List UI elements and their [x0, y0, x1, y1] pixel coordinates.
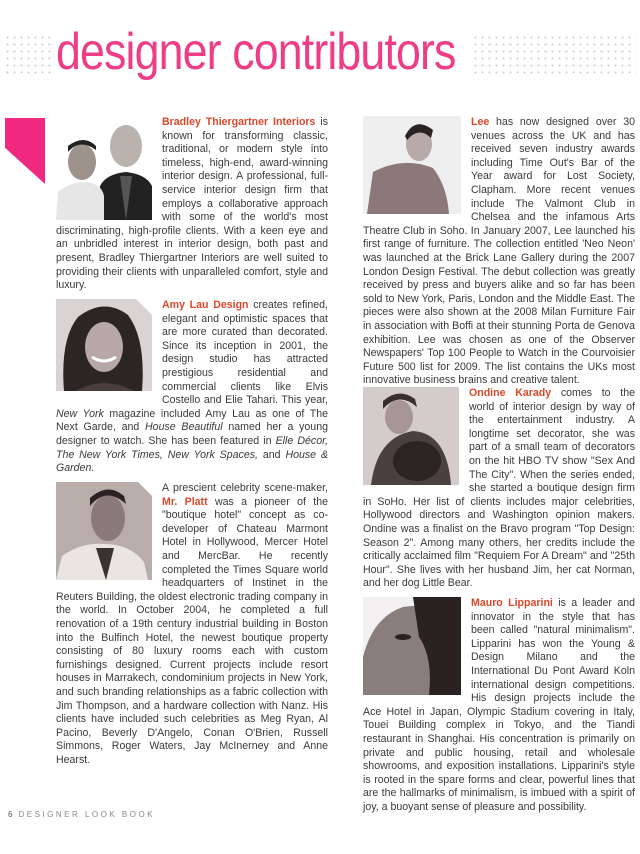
header [0, 22, 640, 82]
contributor-name: Mauro Lipparini [471, 597, 553, 609]
contributor-entry-amy-lau [56, 299, 328, 476]
photo-woman [56, 299, 152, 391]
contributor-entry-mr-platt [56, 482, 328, 767]
publication-name: DESIGNER LOOK BOOK [18, 810, 156, 819]
pink-accent-shape [5, 118, 45, 184]
contributor-name: Mr. Platt [162, 495, 208, 508]
contributor-entry-lee [363, 116, 635, 388]
page-footer [8, 810, 155, 819]
contributor-name: Ondine Karady [469, 387, 552, 399]
contributor-entry-mauro-lipparini [363, 597, 635, 815]
decorative-dot-grid-left [4, 34, 52, 78]
photo-woman-with-dog [363, 387, 459, 485]
photo-man-closeup [363, 597, 461, 695]
photo-two-men [56, 116, 152, 220]
photo-man-white-jacket [56, 482, 152, 580]
contributor-entry-ondine-karady [363, 387, 635, 591]
contributor-bio: Bradley Thiergartner Interiors is known for transforming classic, traditional, or modern style into timeless, high-end, award-winning interior design. A professional, full-service interior design firm that employs a collaborative approach with some of the world's most discriminating, high-profile clients. With a keen eye and an unbridled interest in interior design, both past and present, Bradley Thiergartner Interiors are well suited to providing their clients with unparalleled comfort, style and luxury. [56, 116, 328, 292]
contributor-bio: Ondine Karady comes to the world of interior design by way of the entertainment industry. A longtime set decorator, she was part of a small team of decorators on the hit HBO TV show "Sex And The City". When the series ended, she started a boutique design firm in SoHo. Her list of clients includes major celebrities, Hollywood directors and Washington opinion makers. Ondine was a finalist on the Bravo program "Top Design: Season 2". Among many others, her credits include the critically acclaimed film "Requiem For A Dream" and "25th Hour". She lives with her husband Jim, her cat Norman, and her dog Little Bear. [363, 387, 636, 590]
contributor-name: Amy Lau Design [162, 299, 249, 311]
contributor-name: Lee [471, 116, 490, 128]
contributor-bio: A prescient celebrity scene-maker, Mr. Platt was a pioneer of the "boutique hotel" concept as co-developer of Chateau Marmont Hotel in Hollywood, Mercer Hotel and MercBar. He recently completed the Times Square world headquarters of Instinet in the Reuters Building, the oldest electronic trading company in the world. In October 2004, he completed a full renovation of a 19th century industrial building in Boston into the Bulfinch Hotel, the newest boutique property consisting of 80 luxury rooms each with custom furnishings designed. Current projects include resort houses in Marrakech, condominium projects in New York, and such branding relationships as a fabric collection with Jim Thompson, and a hardware collection with Nanz. His clients have included such celebrities as Meg Ryan, Al Pacino, Beverly D'Angelo, Conan O'Brien, Russell Simmons, Roger Waters, Jay McInerney and Anne Hearst. [56, 482, 328, 766]
contributor-entry-bradley [56, 116, 328, 293]
decorative-dot-grid-right [472, 34, 636, 78]
contributor-bio: Mauro Lipparini is a leader and innovator in the style that has been called "natural minimalism". Lipparini has won the Young & Design Milano and the International Du Pont Award Koln international design competitions. His design projects include the Ace Hotel in Japan, Olympic Stadium covering in Italy, Touei Building complex in Tokyo, and the Tiandi restaurant in Shanghai. His concentration is primarily on private and public housing, retail and wholesale showrooms, and exposition installations. Lipparini's style is rooted in the spare forms and clear, powerful lines that are the hallmarks of minimalism, is imbued with a spirit of joy, a buoyant sense of pleasure and possibility. [363, 597, 635, 813]
photo-young-man [363, 116, 461, 214]
contributor-bio: Lee has now designed over 30 venues across the UK and has received seven industry awards including Time Out's Bar of the Year award for Lost Society, Clapham. More recent venues include The Valmont Club in Chelsea and the infamous Arts Theatre Club in Soho. In January 2007, Lee launched his first range of furniture. The collection entitled 'Neo Neon' was launched at the Brick Lane Gallery during the 2007 London Design Festival. The debut collection was greatly received by press and buyers alike and so far has been sold to New York, Paris, London and the Middle East. The pieces were also shown at the 2008 Milan Furniture Fair in association with Boffi at their stunning Porta de Genova exhibition. Lee was chosen as one of the Observer Newspapers' Top 100 People to Watch in the Courvoisier Future 500 list for 2009. The list contains the UKs most innovative business brains and creative talent. [363, 116, 635, 387]
contributor-name: Bradley Thiergartner Interiors [162, 116, 316, 128]
contributor-bio: Amy Lau Design creates refined, elegant and optimistic spaces that are more curated than decorated. Since its inception in 2001, the design studio has attracted prestigious residential and commercial clients like Elvis Costello and Elie Tahari. This year, New York magazine included Amy Lau as one of The Next Garde, and House Beautiful named her a young designer to watch. She has been featured in Elle Décor, The New York Times, New York Spaces, and House & Garden. [56, 299, 329, 475]
page-title: designer contributors [56, 23, 456, 81]
page-number: 6 [8, 810, 13, 819]
